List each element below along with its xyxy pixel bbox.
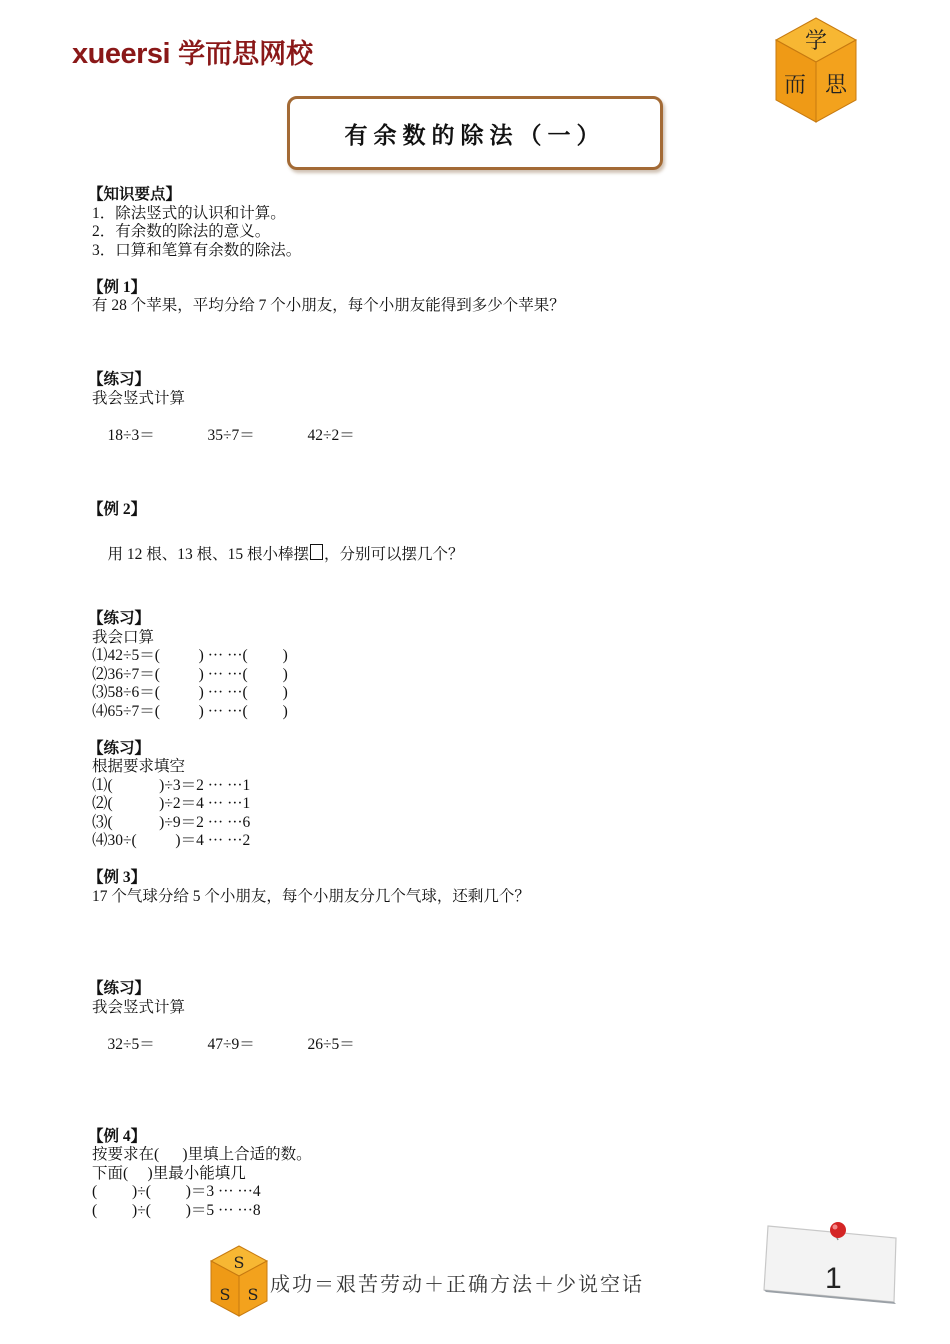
footer-cube-icon — [208, 1244, 270, 1318]
brand-logo — [72, 32, 313, 71]
practice3-item: ⑷30÷( )＝4 ··· ···2 — [92, 832, 251, 849]
example4-line: 按要求在( )里填上合适的数。 — [92, 1146, 312, 1163]
example1-heading: 【例 1】 — [88, 278, 147, 296]
practice2-item: ⑴42÷5＝( ) ··· ···( ) — [92, 647, 288, 664]
title-box — [287, 96, 663, 170]
example2-text — [92, 519, 852, 563]
brand-latin: xueersi — [72, 38, 171, 70]
cube-char-top: 学 — [804, 29, 828, 54]
example1-text: 有 28 个苹果，平均分给 7 个小朋友，每个小朋友能得到多少个苹果？ — [92, 297, 565, 314]
practice3-item: ⑵( )÷2＝4 ··· ···1 — [92, 795, 251, 812]
example3-text: 17 个气球分给 5 个小朋友，每个小朋友分几个气球，还剩几个？ — [92, 887, 530, 905]
knowledge-heading: 【知识要点】 — [88, 186, 182, 203]
knowledge-item: 3．口算和笔算有余数的除法。 — [92, 241, 302, 259]
footer-cube-letter-right: S — [247, 1285, 259, 1304]
practice3-heading: 【练习】 — [88, 739, 151, 757]
cube-char-left: 而 — [783, 73, 807, 98]
practice4-items — [92, 1017, 852, 1053]
practice4-heading: 【练习】 — [88, 980, 151, 997]
page-number: 1 — [825, 1262, 842, 1295]
practice1-item: 18÷3＝ — [107, 426, 155, 444]
knowledge-item: 1．除法竖式的认识和计算。 — [92, 204, 286, 222]
brand-cn: 学而思网校 — [178, 39, 314, 69]
practice2-item: ⑵36÷7＝( ) ··· ···( ) — [92, 665, 288, 683]
knowledge-item: 2．有余数的除法的意义。 — [92, 223, 271, 240]
practice1-items — [92, 408, 852, 444]
practice4-item: 26÷5＝ — [307, 1035, 355, 1053]
example4-heading: 【例 4】 — [88, 1127, 147, 1145]
practice4-instruction: 我会竖式计算 — [92, 998, 186, 1016]
footer-slogan: 成功＝艰苦劳动＋正确方法＋少说空话 — [270, 1272, 644, 1296]
page-title: 有余数的除法（一） — [344, 122, 606, 148]
pin-icon — [830, 1222, 846, 1238]
practice2-item: ⑶58÷6＝( ) ··· ···( ) — [92, 684, 288, 701]
example3-heading: 【例 3】 — [88, 869, 147, 886]
footer-cube-letter-left: S — [219, 1285, 231, 1304]
practice3-item: ⑴( )÷3＝2 ··· ···1 — [92, 776, 251, 794]
example2-text-after: ，分别可以摆几个？ — [324, 546, 464, 563]
worksheet-content — [88, 186, 852, 1220]
practice2-item: ⑷65÷7＝( ) ··· ···( ) — [92, 702, 288, 720]
example4-line: ( )÷( )＝3 ··· ···4 — [92, 1183, 261, 1200]
example2-text-before: 用 12 根、13 根、15 根小棒摆 — [107, 546, 310, 563]
practice2-heading: 【练习】 — [88, 610, 151, 627]
example4-line: 下面( )里最小能填几 — [92, 1164, 246, 1182]
footer-cube-letter-top: S — [233, 1253, 245, 1272]
example2-heading: 【例 2】 — [88, 500, 147, 518]
practice1-instruction: 我会竖式计算 — [92, 389, 186, 407]
practice2-instruction: 我会口算 — [92, 628, 155, 646]
practice1-item: 35÷7＝ — [207, 426, 255, 444]
practice4-item: 47÷9＝ — [207, 1035, 255, 1053]
cube-char-right: 思 — [824, 73, 848, 98]
practice4-item: 32÷5＝ — [107, 1035, 155, 1053]
practice3-instruction: 根据要求填空 — [92, 758, 186, 775]
practice1-item: 42÷2＝ — [307, 426, 355, 444]
square-icon — [310, 544, 323, 560]
practice3-item: ⑶( )÷9＝2 ··· ···6 — [92, 813, 251, 831]
practice1-heading: 【练习】 — [88, 371, 151, 388]
cube-logo-icon — [770, 14, 862, 126]
example4-line: ( )÷( )＝5 ··· ···8 — [92, 1201, 261, 1219]
